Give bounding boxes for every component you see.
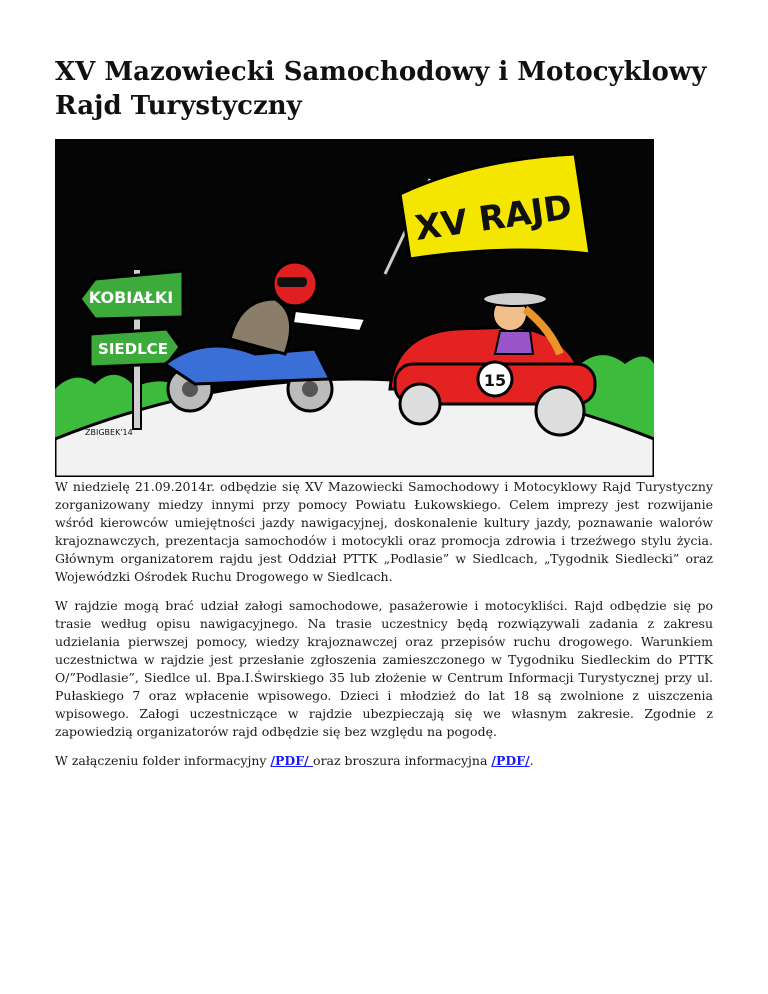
article-body (55, 478, 713, 781)
attachment-suffix: . (529, 753, 534, 768)
paragraph-intro: W niedzielę 21.09.2014r. odbędzie się XV Mazowiecki Samochodowy i Motocyklowy Rajd Turystyczny zorganizowany miedzy innymi przy pomocy Powiatu Łukowskiego. Celem imprezy jest rozwijanie wśród kierowców umiejętności jazdy nawigacyjnej, doskonalenie kultury jazdy, poznawanie walorów krajoznawczych, prezentacja samochodów i motocykli oraz promocja zdrowia i trzeźwego stylu życia. Głównym organizatorem rajdu jest Oddział PTTK „Podlasie” w Siedlcach, „Tygodnik Siedlecki” oraz Wojewódzki Ośrodek Ruchu Drogowego w Siedlcach. (55, 479, 713, 584)
attachment-middle: oraz broszura informacyjna (313, 753, 492, 768)
cartoon-svg (55, 139, 654, 477)
page-title: XV Mazowiecki Samochodowy i Motocyklowy Rajd Turystyczny (55, 57, 707, 121)
rally-cartoon-image (55, 139, 654, 477)
paragraph-rules: W rajdzie mogą brać udział załogi samochodowe, pasażerowie i motocykliści. Rajd odbędzie się po trasie według opisu nawigacyjnego. Na trasie uczestnicy będą rozwiązywali zadania z zakresu udzielania pierwszej pomocy, wiedzy krajoznawczej oraz przepisów ruchu drogowego. Warunkiem uczestnictwa w rajdzie jest przesłanie zgłoszenia zamieszczonego w Tygodniku Siedleckim do PTTK O/”Podlasie”, Siedlce ul. Bpa.I.Świrskiego 35 lub złożenie w Centrum Informacji Turystycznej przy ul. Pułaskiego 7 oraz wpłacenie wpisowego. Dzieci i młodzież do lat 18 są zwolnione z uiszczenia wpisowego. Załogi uczestniczące w rajdzie ubezpieczają się we własnym zakresie. Zgodnie z zapowiedzią organizatorów rajd odbędzie się bez względu na pogodę. (55, 598, 713, 739)
sign-top-text: KOBIAŁKI (88, 288, 174, 307)
artist-signature: ZBIGBEK'14 (85, 428, 133, 437)
brochure-pdf-link[interactable]: /PDF/ (491, 753, 530, 768)
folder-pdf-link[interactable]: /PDF/ (270, 753, 314, 768)
car-number-text: 15 (483, 371, 507, 390)
attachment-prefix: W załączeniu folder informacyjny (55, 753, 271, 768)
sign-kobialki (80, 271, 183, 319)
flag-text: XV RAJD (412, 187, 575, 249)
paragraph-attachments (55, 752, 713, 770)
sign-bottom-text: SIEDLCE (98, 340, 168, 358)
